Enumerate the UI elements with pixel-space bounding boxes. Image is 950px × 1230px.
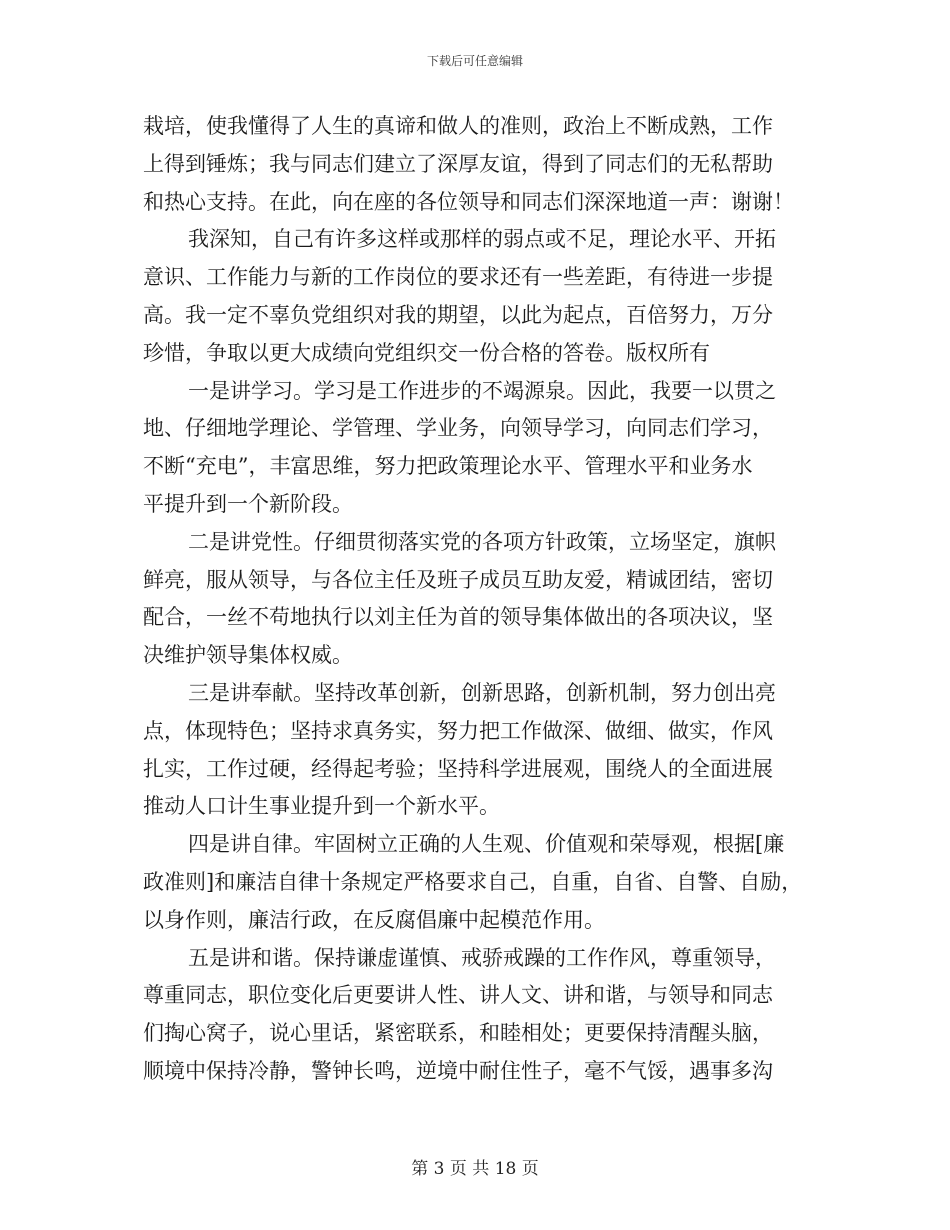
- text-line: 地、仔细地学理论、学管理、学业务，向领导学习，向同志们学习，: [143, 416, 773, 441]
- text-line: 上得到锤炼；我与同志们建立了深厚友谊，得到了同志们的无私帮助: [143, 151, 773, 176]
- text-line: 珍惜，争取以更大成绩向党组织交一份合格的答卷。版权所有: [143, 340, 710, 365]
- text-line: 高。我一定不辜负党组织对我的期望，以此为起点，百倍努力，万分: [143, 302, 773, 327]
- text-line: 政准则]和廉洁自律十条规定严格要求自己，自重，自省、自警、自励，: [143, 869, 803, 894]
- text-line: 扎实，工作过硬，经得起考验；坚持科学进展观，围绕人的全面进展: [143, 756, 773, 781]
- text-line: 鲜亮，服从领导，与各位主任及班子成员互助友爱，精诚团结，密切: [143, 567, 773, 592]
- text-line: 我深知，自己有许多这样或那样的弱点或不足，理论水平、开拓: [188, 227, 776, 252]
- text-line: 不断“充电”，丰富思维，努力把政策理论水平、管理水平和业务水: [143, 454, 753, 479]
- text-line: 决维护领导集体权威。: [143, 643, 353, 668]
- text-line: 以身作则，廉洁行政，在反腐倡廉中起模范作用。: [143, 907, 605, 932]
- text-line: 配合，一丝不苟地执行以刘主任为首的领导集体做出的各项决议，坚: [143, 605, 773, 630]
- page-number-footer: 第 3 页 共 18 页: [411, 1159, 539, 1179]
- text-line: 一是讲学习。学习是工作进步的不竭源泉。因此，我要一以贯之: [188, 378, 776, 403]
- text-line: 尊重同志，职位变化后更要讲人性、讲人文、讲和谐，与领导和同志: [143, 983, 773, 1008]
- text-line: 和热心支持。在此，向在座的各位领导和同志们深深地道一声：谢谢！: [143, 189, 794, 214]
- text-line: 三是讲奉献。坚持改革创新，创新思路，创新机制，努力创出亮: [188, 680, 776, 705]
- document-body: [143, 108, 823, 1091]
- text-line: 们掏心窝子，说心里话，紧密联系，和睦相处；更要保持清醒头脑，: [143, 1021, 773, 1046]
- page-header-note: 下载后可任意编辑: [426, 54, 523, 68]
- text-line: 五是讲和谐。保持谦虚谨慎、戒骄戒躁的工作作风，尊重领导，: [188, 945, 776, 970]
- text-line: 点，体现特色；坚持求真务实，努力把工作做深、做细、做实，作风: [143, 718, 773, 743]
- text-line: 顺境中保持冷静，警钟长鸣，逆境中耐住性子，毫不气馁，遇事多沟: [143, 1058, 773, 1083]
- text-line: 四是讲自律。牢固树立正确的人生观、价值观和荣辱观，根据[廉: [188, 832, 785, 857]
- text-line: 意识、工作能力与新的工作岗位的要求还有一些差距，有待进一步提: [143, 265, 773, 290]
- text-line: 推动人口计生事业提升到一个新水平。: [143, 794, 500, 819]
- text-line: 二是讲党性。仔细贯彻落实党的各项方针政策，立场坚定，旗帜: [188, 529, 776, 554]
- text-line: 平提升到一个新阶段。: [143, 491, 353, 516]
- text-line: 栽培，使我懂得了人生的真谛和做人的准则，政治上不断成熟，工作: [143, 114, 773, 138]
